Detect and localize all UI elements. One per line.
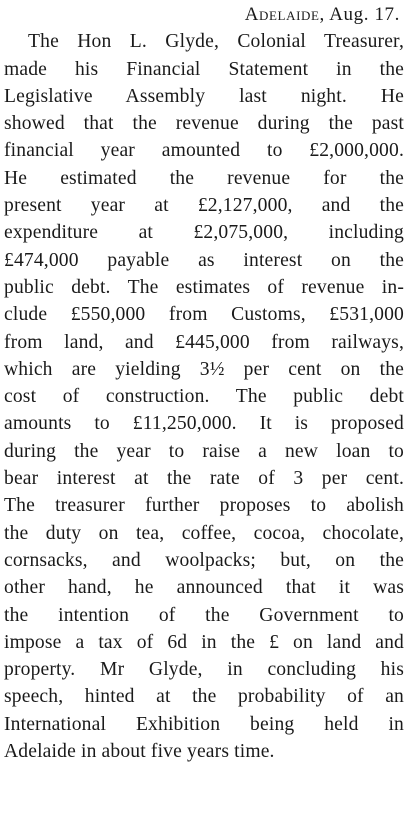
article-line: present year at £2,127,000, and the [4,195,404,217]
article-line: the duty on tea, coffee, cocoa, chocolate, [4,522,404,544]
article-line: cost of construction. The public debt [4,386,404,408]
article-line: £474,000 payable as interest on the [4,249,404,271]
article-line: the intention of the Government to [4,604,404,626]
article-line: other hand, he announced that it was [4,577,404,599]
dateline-place: Adelaide, [244,4,325,25]
article-line: The Hon L. Glyde, Colonial Treasurer, [28,31,404,53]
article-line: clude £550,000 from Customs, £531,000 [4,304,404,326]
article-line: from land, and £445,000 from railways, [4,331,404,353]
article-line: International Exhibition being held in [4,713,404,735]
dateline-date: Aug. 17. [329,4,400,25]
article-line: Adelaide in about five years time. [4,741,275,763]
article-line: expenditure at £2,075,000, including [4,222,404,244]
article-line: made his Financial Statement in the [4,58,404,80]
article-line: cornsacks, and woolpacks; but, on the [4,549,404,571]
article-line: Legislative Assembly last night. He [4,85,404,107]
article-line: which are yielding 3½ per cent on the [4,358,404,380]
article-line: He estimated the revenue for the [4,167,404,189]
article-line: impose a tax of 6d in the £ on land and [4,631,404,653]
article-line: during the year to raise a new loan to [4,440,404,462]
article-line: public debt. The estimates of revenue in- [4,276,404,298]
article-line: property. Mr Glyde, in concluding his [4,659,404,681]
article-line: showed that the revenue during the past [4,113,404,135]
article-line: financial year amounted to £2,000,000. [4,140,404,162]
newspaper-clipping [4,0,404,765]
article-line: bear interest at the rate of 3 per cent. [4,468,404,490]
article-body [4,28,404,765]
dateline [4,1,404,28]
article-line: The treasurer further proposes to abolish [4,495,404,517]
article-line: amounts to £11,250,000. It is proposed [4,413,404,435]
article-line: speech, hinted at the probability of an [4,686,404,708]
